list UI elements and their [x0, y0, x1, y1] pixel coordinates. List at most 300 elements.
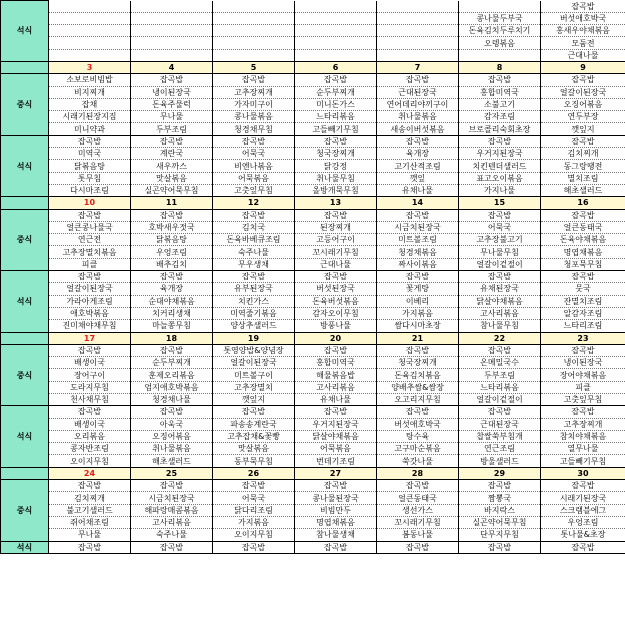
- lunch-menu-item: 순두부찌개: [131, 357, 213, 369]
- lunch-label: 중식: [1, 74, 49, 135]
- dinner-menu-item: 잡곡밥: [541, 135, 625, 147]
- dinner-menu-item: 애호박볶음: [49, 307, 131, 319]
- dinner-menu-item: 닭볶음탕: [49, 160, 131, 172]
- lunch-menu-item: 고사리볶음: [295, 381, 377, 393]
- date-cell: 26: [213, 467, 295, 479]
- dinner-menu-item: [49, 37, 131, 49]
- lunch-menu-item: 미니약과: [49, 123, 131, 135]
- lunch-menu-item: 새송이버섯볶음: [377, 123, 459, 135]
- dinner-menu-item: 치킨가스: [213, 295, 295, 307]
- menu-row: [1, 406, 625, 418]
- lunch-menu-item: 얼큰동태국: [377, 492, 459, 504]
- dinner-menu-item: 오리볶음: [49, 430, 131, 442]
- dinner-menu-item: 표고오이볶음: [459, 172, 541, 184]
- dinner-menu-item: 잡곡밥: [377, 406, 459, 418]
- lunch-menu-item: 청경채나물: [131, 394, 213, 406]
- lunch-menu-item: 된장찌개: [295, 221, 377, 233]
- lunch-menu-item: 얼갈이겉절이: [459, 258, 541, 270]
- menu-row: [1, 258, 625, 270]
- dinner-menu-item: 유채나물: [377, 184, 459, 196]
- lunch-menu-item: 고추장멸치볶음: [49, 246, 131, 258]
- dinner-menu-item: 치킨텐더샐러드: [459, 160, 541, 172]
- lunch-menu-item: 청경채볶음: [377, 246, 459, 258]
- dinner-menu-item: 비엔나볶음: [213, 160, 295, 172]
- dinner-menu-item: 다시마조림: [49, 184, 131, 196]
- lunch-menu-item: 고사리볶음: [131, 516, 213, 528]
- menu-row: [1, 418, 625, 430]
- lunch-menu-item: 피클: [541, 381, 625, 393]
- dinner-menu-item: 참치야채볶음: [541, 430, 625, 442]
- lunch-menu-item: 고춧잎무침: [541, 394, 625, 406]
- lunch-menu-item: 시래기된장지짐: [49, 111, 131, 123]
- menu-row: [1, 184, 625, 196]
- date-row-spacer: [1, 61, 49, 73]
- dinner-menu-item: 알감자조림: [541, 307, 625, 319]
- lunch-menu-item: 잡곡밥: [213, 74, 295, 86]
- menu-row: [1, 320, 625, 332]
- dinner-menu-item: 깻잎: [377, 172, 459, 184]
- dinner-menu-item: 마늘쫑무침: [131, 320, 213, 332]
- lunch-menu-item: 두부조림: [131, 123, 213, 135]
- menu-row: [1, 283, 625, 295]
- lunch-menu-item: 잡곡밥: [131, 209, 213, 221]
- dinner-menu-item: 방풍나물: [295, 320, 377, 332]
- dinner-menu-item: [131, 37, 213, 49]
- lunch-menu-item: 고등어구이: [295, 234, 377, 246]
- dinner-menu-item: 잡곡밥: [131, 271, 213, 283]
- lunch-menu-item: 잡곡밥: [377, 344, 459, 356]
- dinner-menu-item: 돈육버섯볶음: [295, 295, 377, 307]
- lunch-menu-item: 잡곡밥: [295, 209, 377, 221]
- lunch-menu-item: 순두부찌개: [295, 86, 377, 98]
- menu-row: [1, 480, 625, 492]
- dinner-menu-item: [295, 1, 377, 13]
- lunch-menu-item: 시래기된장국: [541, 492, 625, 504]
- lunch-menu-item: 깻잎지: [541, 123, 625, 135]
- dinner-menu-item: [213, 49, 295, 61]
- lunch-menu-item: 온메밀국수: [459, 357, 541, 369]
- lunch-menu-item: 고들빼기무침: [295, 123, 377, 135]
- dinner-menu-item: [131, 1, 213, 13]
- lunch-menu-item: 호박새우젓국: [131, 221, 213, 233]
- lunch-label: 중식: [1, 344, 49, 405]
- lunch-menu-item: 브로콜리숙회초장: [459, 123, 541, 135]
- lunch-menu-item: 잡채: [49, 98, 131, 110]
- date-cell: 12: [213, 197, 295, 209]
- dinner-menu-item: 돈육김치두루치기: [459, 25, 541, 37]
- lunch-menu-item: 해물볶음밥: [295, 369, 377, 381]
- lunch-menu-item: 잡곡밥: [131, 74, 213, 86]
- lunch-menu-item: 양배추쌈&쌈장: [377, 381, 459, 393]
- dinner-menu-item: 방울샐러드: [459, 455, 541, 467]
- date-cell: 29: [459, 467, 541, 479]
- lunch-menu-item: 미니돈가스: [295, 98, 377, 110]
- dinner-menu-item: 감자오이무침: [295, 307, 377, 319]
- lunch-menu-item: 잡곡밥: [131, 480, 213, 492]
- menu-row: [1, 492, 625, 504]
- dinner-menu-item: [459, 49, 541, 61]
- lunch-menu-item: 실곤약어묵무침: [459, 516, 541, 528]
- lunch-menu-item: 얼갈이된장국: [213, 357, 295, 369]
- menu-row: [1, 111, 625, 123]
- lunch-menu-item: 콩나물볶음: [213, 111, 295, 123]
- dinner-menu-item: 잡곡밥: [459, 271, 541, 283]
- dinner-menu-item: [295, 12, 377, 24]
- dinner-menu-item: 고추잡채&꽃빵: [213, 430, 295, 442]
- lunch-menu-item: 비빔만두: [295, 504, 377, 516]
- dinner-menu-item: [459, 1, 541, 13]
- date-cell: 27: [295, 467, 377, 479]
- lunch-menu-item: 소보로비빔밥: [49, 74, 131, 86]
- menu-row: [1, 357, 625, 369]
- menu-row: [1, 430, 625, 442]
- dinner-menu-item: 탕수육: [377, 430, 459, 442]
- lunch-menu-item: 청국장찌개: [377, 357, 459, 369]
- dinner-menu-item: 잡곡밥: [213, 271, 295, 283]
- dinner-menu-item: 잡곡밥: [131, 541, 213, 553]
- dinner-menu-item: 새우까스: [131, 160, 213, 172]
- dinner-menu-item: 잡곡밥: [131, 406, 213, 418]
- dinner-menu-item: 닭강정: [295, 160, 377, 172]
- lunch-menu-item: 소불고기: [459, 98, 541, 110]
- dinner-menu-item: 톳무침: [49, 172, 131, 184]
- dinner-menu-item: 뭇국: [541, 283, 625, 295]
- lunch-menu-item: 오이지무침: [213, 529, 295, 541]
- dinner-menu-item: 우거지된장국: [295, 418, 377, 430]
- dinner-menu-item: 잡곡밥: [295, 271, 377, 283]
- dinner-menu-item: 잡곡밥: [295, 541, 377, 553]
- dinner-menu-item: 고추장찌개: [541, 418, 625, 430]
- date-cell: 15: [459, 197, 541, 209]
- lunch-menu-item: 잡곡밥: [213, 480, 295, 492]
- dinner-menu-item: 우거지된장국: [459, 148, 541, 160]
- lunch-menu-item: 꼬시래기무침: [377, 516, 459, 528]
- dinner-menu-item: [131, 49, 213, 61]
- lunch-menu-item: 홍합미역국: [459, 86, 541, 98]
- lunch-menu-item: 청포묵무침: [541, 258, 625, 270]
- dinner-menu-item: 잡곡밥: [295, 135, 377, 147]
- dinner-menu-item: 모둠전: [541, 37, 625, 49]
- date-cell: 22: [459, 332, 541, 344]
- lunch-menu-item: 우엉조림: [541, 516, 625, 528]
- lunch-menu-item: 냉이된장국: [131, 86, 213, 98]
- dinner-menu-item: 잡곡밥: [459, 406, 541, 418]
- lunch-menu-item: 근대된장국: [377, 86, 459, 98]
- dinner-menu-item: 오징어볶음: [131, 430, 213, 442]
- dinner-menu-item: [131, 25, 213, 37]
- lunch-menu-item: 냉이된장국: [541, 357, 625, 369]
- dinner-menu-item: 잡곡밥: [459, 135, 541, 147]
- lunch-menu-item: 시금치된장국: [377, 221, 459, 233]
- lunch-menu-item: 피클: [49, 258, 131, 270]
- lunch-menu-item: 쥐어채조림: [49, 516, 131, 528]
- dinner-menu-item: [377, 12, 459, 24]
- lunch-menu-item: 잡곡밥: [377, 209, 459, 221]
- lunch-menu-item: 불고기샐러드: [49, 504, 131, 516]
- meal-plan-body: [1, 1, 625, 554]
- dinner-menu-item: 해초샐러드: [541, 184, 625, 196]
- dinner-menu-item: [295, 25, 377, 37]
- date-cell: 24: [49, 467, 131, 479]
- dinner-menu-item: 김치찌개: [541, 148, 625, 160]
- lunch-label: 중식: [1, 209, 49, 270]
- dinner-menu-item: 쌈다시마초장: [377, 320, 459, 332]
- date-cell: 21: [377, 332, 459, 344]
- lunch-menu-item: 취나물볶음: [377, 111, 459, 123]
- date-row: [1, 61, 625, 73]
- date-cell: 7: [377, 61, 459, 73]
- dinner-menu-item: 유채된장국: [459, 283, 541, 295]
- date-cell: 5: [213, 61, 295, 73]
- menu-row: [1, 160, 625, 172]
- lunch-menu-item: 명엽채볶음: [295, 516, 377, 528]
- lunch-menu-item: 두부조림: [459, 369, 541, 381]
- dinner-menu-item: 올방개묵무침: [295, 184, 377, 196]
- menu-row: [1, 455, 625, 467]
- menu-row: [1, 246, 625, 258]
- menu-row: [1, 504, 625, 516]
- dinner-menu-item: 근대나물: [541, 49, 625, 61]
- dinner-menu-item: 꽃게탕: [377, 283, 459, 295]
- dinner-menu-item: 순대야채볶음: [131, 295, 213, 307]
- dinner-menu-item: 해초샐러드: [131, 455, 213, 467]
- dinner-menu-item: 오뎅볶음: [459, 37, 541, 49]
- lunch-menu-item: 단무지무침: [459, 529, 541, 541]
- lunch-menu-item: 가지볶음: [213, 516, 295, 528]
- dinner-menu-item: 고기산적조림: [377, 160, 459, 172]
- menu-row: [1, 381, 625, 393]
- lunch-menu-item: 잡곡밥: [459, 480, 541, 492]
- date-cell: 3: [49, 61, 131, 73]
- lunch-menu-item: 배생이국: [49, 357, 131, 369]
- dinner-menu-item: 잡곡밥: [213, 541, 295, 553]
- lunch-menu-item: 잡곡밥: [377, 74, 459, 86]
- dinner-menu-item: 계란국: [131, 148, 213, 160]
- date-row: [1, 467, 625, 479]
- dinner-menu-item: 동그랑땡전: [541, 160, 625, 172]
- dinner-menu-item: 양상추샐러드: [213, 320, 295, 332]
- menu-row: [1, 135, 625, 147]
- dinner-menu-item: 버섯된장국: [295, 283, 377, 295]
- lunch-menu-item: 잡곡밥: [459, 74, 541, 86]
- lunch-menu-item: 잡곡밥: [377, 480, 459, 492]
- dinner-menu-item: 버섯애호박국: [541, 12, 625, 24]
- dinner-menu-item: [295, 49, 377, 61]
- menu-row: [1, 123, 625, 135]
- dinner-menu-item: 잡곡밥: [541, 541, 625, 553]
- menu-row: [1, 37, 625, 49]
- lunch-menu-item: 짬뽕국: [459, 492, 541, 504]
- lunch-menu-item: 잡곡밥: [295, 74, 377, 86]
- lunch-menu-item: 잡곡밥: [541, 209, 625, 221]
- dinner-menu-item: 고춧잎무침: [213, 184, 295, 196]
- dinner-menu-item: 닭살야채볶음: [459, 295, 541, 307]
- lunch-menu-item: 장어구이: [49, 369, 131, 381]
- dinner-menu-item: [49, 25, 131, 37]
- lunch-menu-item: 잡곡밥: [459, 209, 541, 221]
- lunch-menu-item: 참나물생채: [295, 529, 377, 541]
- lunch-menu-item: 얼갈이된장국: [541, 86, 625, 98]
- dinner-menu-item: [49, 1, 131, 13]
- dinner-menu-item: 잡곡밥: [213, 135, 295, 147]
- menu-row: [1, 172, 625, 184]
- date-cell: 9: [541, 61, 625, 73]
- dinner-menu-item: 콩나물두부국: [459, 12, 541, 24]
- menu-row: [1, 369, 625, 381]
- lunch-menu-item: 돈육야채볶음: [541, 234, 625, 246]
- dinner-menu-item: 맛살볶음: [131, 172, 213, 184]
- dinner-menu-item: 잡곡밥: [459, 541, 541, 553]
- dinner-menu-item: 느타리조림: [541, 320, 625, 332]
- menu-row: [1, 443, 625, 455]
- menu-row: [1, 148, 625, 160]
- dinner-menu-item: [377, 1, 459, 13]
- date-cell: 17: [49, 332, 131, 344]
- lunch-menu-item: 바지락스: [459, 504, 541, 516]
- date-cell: 13: [295, 197, 377, 209]
- date-cell: 20: [295, 332, 377, 344]
- lunch-menu-item: 배추김치: [131, 258, 213, 270]
- dinner-menu-item: 파송송계란국: [213, 418, 295, 430]
- lunch-label: 중식: [1, 480, 49, 541]
- dinner-menu-item: [295, 37, 377, 49]
- lunch-menu-item: 해파랑매콤볶음: [131, 504, 213, 516]
- date-row: [1, 332, 625, 344]
- date-cell: 6: [295, 61, 377, 73]
- lunch-menu-item: 스크램블에그: [541, 504, 625, 516]
- lunch-menu-item: 연어데리야끼구이: [377, 98, 459, 110]
- lunch-menu-item: 잡곡밥: [459, 344, 541, 356]
- lunch-menu-item: 명엽채볶음: [541, 246, 625, 258]
- lunch-menu-item: 톳영양밥&양념장: [213, 344, 295, 356]
- dinner-menu-item: 잡곡밥: [49, 135, 131, 147]
- lunch-menu-item: 미트볼조림: [377, 234, 459, 246]
- date-cell: 19: [213, 332, 295, 344]
- menu-row: [1, 234, 625, 246]
- date-cell: 14: [377, 197, 459, 209]
- dinner-menu-item: 어묵국: [213, 148, 295, 160]
- lunch-menu-item: 홍합미역국: [295, 357, 377, 369]
- dinner-menu-item: [213, 12, 295, 24]
- date-cell: 10: [49, 197, 131, 209]
- lunch-menu-item: 얼큰콩나물국: [49, 221, 131, 233]
- menu-row: [1, 221, 625, 233]
- lunch-menu-item: 어묵국: [213, 492, 295, 504]
- lunch-menu-item: 김치국: [213, 221, 295, 233]
- lunch-menu-item: 느타리볶음: [295, 111, 377, 123]
- lunch-menu-item: 잡곡밥: [131, 344, 213, 356]
- dinner-menu-item: 연근조림: [459, 443, 541, 455]
- lunch-menu-item: 잡곡밥: [49, 344, 131, 356]
- dinner-menu-item: 잡곡밥: [213, 406, 295, 418]
- date-cell: 28: [377, 467, 459, 479]
- dinner-label: 석식: [1, 135, 49, 196]
- dinner-menu-item: 아욱국: [131, 418, 213, 430]
- lunch-menu-item: 닭볶음탕: [131, 234, 213, 246]
- dinner-menu-item: 어묵볶음: [295, 443, 377, 455]
- dinner-menu-item: 진미채야채무침: [49, 320, 131, 332]
- lunch-menu-item: 김치찌개: [49, 492, 131, 504]
- dinner-menu-item: 참나물무침: [459, 320, 541, 332]
- dinner-menu-item: 잡곡밥: [377, 271, 459, 283]
- lunch-menu-item: 생선가스: [377, 504, 459, 516]
- dinner-menu-item: 잡곡밥: [49, 541, 131, 553]
- dinner-menu-item: [377, 25, 459, 37]
- lunch-menu-item: 닭다리조림: [213, 504, 295, 516]
- lunch-menu-item: 깻잎지: [213, 394, 295, 406]
- date-cell: 4: [131, 61, 213, 73]
- dinner-menu-item: 육개장: [377, 148, 459, 160]
- date-row-spacer: [1, 332, 49, 344]
- dinner-menu-item: 육개장: [131, 283, 213, 295]
- dinner-menu-item: 이베리: [377, 295, 459, 307]
- lunch-menu-item: 무나물: [49, 529, 131, 541]
- dinner-menu-item: 가라아게조림: [49, 295, 131, 307]
- dinner-label: 석식: [1, 271, 49, 332]
- lunch-menu-item: 잡곡밥: [295, 480, 377, 492]
- lunch-menu-item: 무우생채: [213, 258, 295, 270]
- dinner-menu-item: 취나물무침: [295, 172, 377, 184]
- lunch-menu-item: 시금치된장국: [131, 492, 213, 504]
- lunch-menu-item: 장어야채볶음: [541, 369, 625, 381]
- dinner-menu-item: 멸치조림: [541, 172, 625, 184]
- dinner-menu-item: 실곤약어묵무침: [131, 184, 213, 196]
- dinner-menu-item: 맛살볶음: [213, 443, 295, 455]
- dinner-menu-item: 잡곡밥: [377, 541, 459, 553]
- date-cell: 11: [131, 197, 213, 209]
- lunch-menu-item: 잡곡밥: [541, 344, 625, 356]
- lunch-menu-item: 짜사이볶음: [377, 258, 459, 270]
- dinner-menu-item: 쑥갓나물: [377, 455, 459, 467]
- lunch-menu-item: 돈육주물럭: [131, 98, 213, 110]
- lunch-menu-item: 유채나물: [295, 394, 377, 406]
- dinner-menu-item: 열무나물: [541, 443, 625, 455]
- dinner-menu-item: 치커리생채: [131, 307, 213, 319]
- lunch-menu-item: 무나물: [131, 111, 213, 123]
- dinner-menu-item: [213, 1, 295, 13]
- dinner-menu-item: [377, 37, 459, 49]
- menu-row: [1, 307, 625, 319]
- lunch-menu-item: 오고리지무침: [377, 394, 459, 406]
- dinner-menu-item: 고들빼기무침: [541, 455, 625, 467]
- lunch-menu-item: 잡곡밥: [541, 74, 625, 86]
- lunch-menu-item: 얼큰동태국: [541, 221, 625, 233]
- lunch-menu-item: 돈육바베큐조림: [213, 234, 295, 246]
- lunch-menu-item: 엄지애호박볶음: [131, 381, 213, 393]
- lunch-menu-item: 봄동나물: [377, 529, 459, 541]
- menu-row: [1, 344, 625, 356]
- dinner-menu-item: 미역국: [49, 148, 131, 160]
- lunch-menu-item: 연두부장: [541, 111, 625, 123]
- date-cell: 8: [459, 61, 541, 73]
- dinner-menu-item: 잡곡밥: [541, 406, 625, 418]
- menu-row: [1, 516, 625, 528]
- dinner-menu-item: 유부된장국: [213, 283, 295, 295]
- dinner-menu-item: 잡곡밥: [49, 406, 131, 418]
- lunch-menu-item: 꼬시래기무침: [295, 246, 377, 258]
- lunch-menu-item: 근대나물: [295, 258, 377, 270]
- menu-row: [1, 209, 625, 221]
- lunch-menu-item: 우엉조림: [131, 246, 213, 258]
- menu-row: [1, 295, 625, 307]
- dinner-menu-item: 홍새우야채볶음: [541, 25, 625, 37]
- dinner-menu-item: 동부묵무침: [213, 455, 295, 467]
- dinner-menu-item: 고사리볶음: [459, 307, 541, 319]
- lunch-menu-item: 고추장불고기: [459, 234, 541, 246]
- dinner-menu-item: 취나물볶음: [131, 443, 213, 455]
- dinner-menu-item: 오이지무침: [49, 455, 131, 467]
- dinner-menu-item: 얼갈이된장국: [49, 283, 131, 295]
